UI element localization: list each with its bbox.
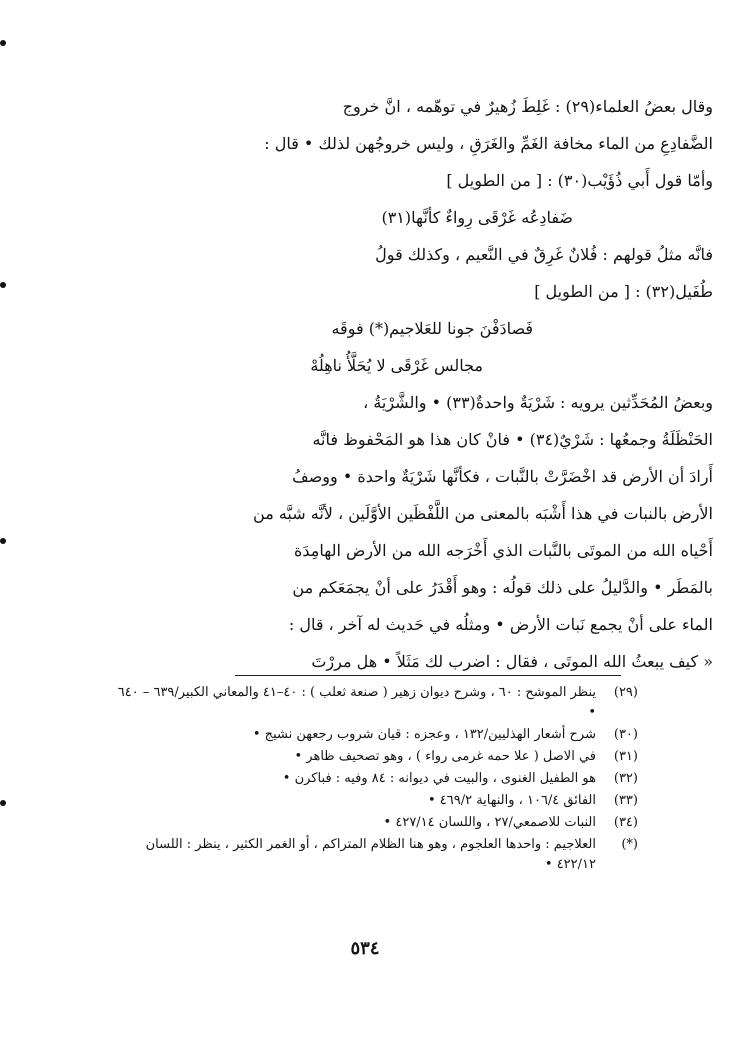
footnote-number: (٣٠)	[613, 727, 638, 742]
page-number: ٥٣٤	[350, 938, 380, 959]
main-text	[90, 88, 713, 680]
footnote	[110, 725, 638, 745]
footnote	[110, 683, 638, 723]
footnote-text: العلاجيم : واحدها العلجوم ، وهو هنا الظلام المتراكم ، أو الغمر الكثير ، ينظر : اللسان ٤٢٢/١٢ •	[145, 837, 596, 872]
footnote-divider	[235, 675, 621, 676]
footnote-number: (٣٢)	[613, 771, 638, 786]
footnote-text: هو الطفيل الغنوى ، والبيت في ديوانه : ٨٤ وفيه : فباكرن •	[282, 771, 596, 786]
text-line: الأرض بالنبات في هذا أَشْبَه بالمعنى من اللَّفْظَين الأوَّلَين ، لأنَّه شبَّه من	[253, 504, 713, 523]
footnotes	[110, 683, 638, 877]
verse-line: مجالس غَرْقَى لا يُحَلَّأُ ناهِلُهْ	[310, 356, 483, 375]
footnote-number: (*)	[621, 837, 638, 852]
text-line: وقال بعضُ العلماء(٢٩) : غَلِطَ زُهيرٌ في توهّمه ، انَّ خروج	[342, 97, 713, 116]
footnote-number: (٣٣)	[613, 793, 638, 808]
footnote-text: ينظر الموشح : ٦٠ ، وشرح ديوان زهير ( صنعة ثعلب ) : ٤٠–٤١ والمعاني الكبير/٦٣٩ – ٦٤٠ •	[117, 685, 596, 720]
footnote-number: (٢٩)	[613, 685, 638, 700]
margin-mark-left-2	[0, 538, 6, 544]
text-line: أَرادَ أن الأرض قد اخْضَرَّتْ بالنَّبات ، فكأنَّها شَرْيَةٌ واحدة • ووصفُ	[292, 467, 713, 486]
margin-mark-top	[0, 40, 6, 46]
footnote-text: النبات للاصمعي/٢٧ ، واللسان ٤٢٧/١٤ •	[383, 815, 596, 830]
footnote	[110, 791, 638, 811]
text-line: طُفَيل(٣٢) : [ من الطويل ]	[534, 282, 713, 301]
footnote-number: (٣٤)	[613, 815, 638, 830]
text-line: الضَّفادِعِ من الماء مخافة الغَمِّ والغَرَقِ ، وليس خروجُهن لذلك • قال :	[264, 134, 713, 153]
footnote-text: في الاصل ( علا حمه غرمى رواء ) ، وهو تصحيف ظاهر •	[294, 749, 596, 764]
footnote-text: الفائق ١٠٦/٤ ، والنهاية ٤٦٩/٢ •	[427, 793, 596, 808]
text-line: وبعضُ المُحَدِّثين يرويه : شَرْيَةٌ واحدةٌ(٣٣) • والشَّرْيَةُ ،	[363, 393, 713, 412]
footnote	[110, 835, 638, 875]
verse-line: فَصادَفْنَ جونا للعَلاجيم(*) فوقَه	[331, 319, 533, 338]
footnote	[110, 769, 638, 789]
footnote-text: شرح أشعار الهذليين/١٣٢ ، وعجزه : قيان شروب رجعهن نشيج •	[252, 727, 596, 742]
text-line: الحَنْظَلَةُ وجمعُها : شَرْيٌ(٣٤) • فانْ كان هذا هو المَحْفوظ فانَّه	[312, 430, 713, 449]
verse-line: ضَفادِعُه غَرْقَى رِواءٌ كأنَّها(٣١)	[381, 208, 573, 227]
footnote	[110, 747, 638, 767]
footnote-number: (٣١)	[613, 749, 638, 764]
text-line: « كيف يبعثُ الله الموتَى ، فقال : اضرب لك مَثَلاً • هل مررْتَ	[311, 652, 713, 671]
margin-mark-left-1	[0, 282, 6, 288]
text-line: أَحْياه الله من الموتَى بالنَّبات الذي أَخْرَجه الله من الأرض الهامِدَة	[293, 541, 713, 560]
text-line: الماء على أنْ يجمع نَبات الأرض • ومثلُه في حَديث له آخر ، قال :	[288, 615, 713, 634]
footnote	[110, 813, 638, 833]
margin-mark-bottom	[0, 800, 6, 806]
text-line: بالمَطَر • والدَّليلُ على ذلك قولُه : وهو أَقْدَرُ على أنْ يجمَعَكم من	[292, 578, 713, 597]
text-line: وأمّا قول أَبي ذُؤَيْب(٣٠) : [ من الطويل ]	[446, 171, 713, 190]
text-line: فانَّه مثلُ قولهم : فُلانٌ غَرِقٌ في النَّعيم ، وكذلك قولُ	[375, 245, 713, 264]
